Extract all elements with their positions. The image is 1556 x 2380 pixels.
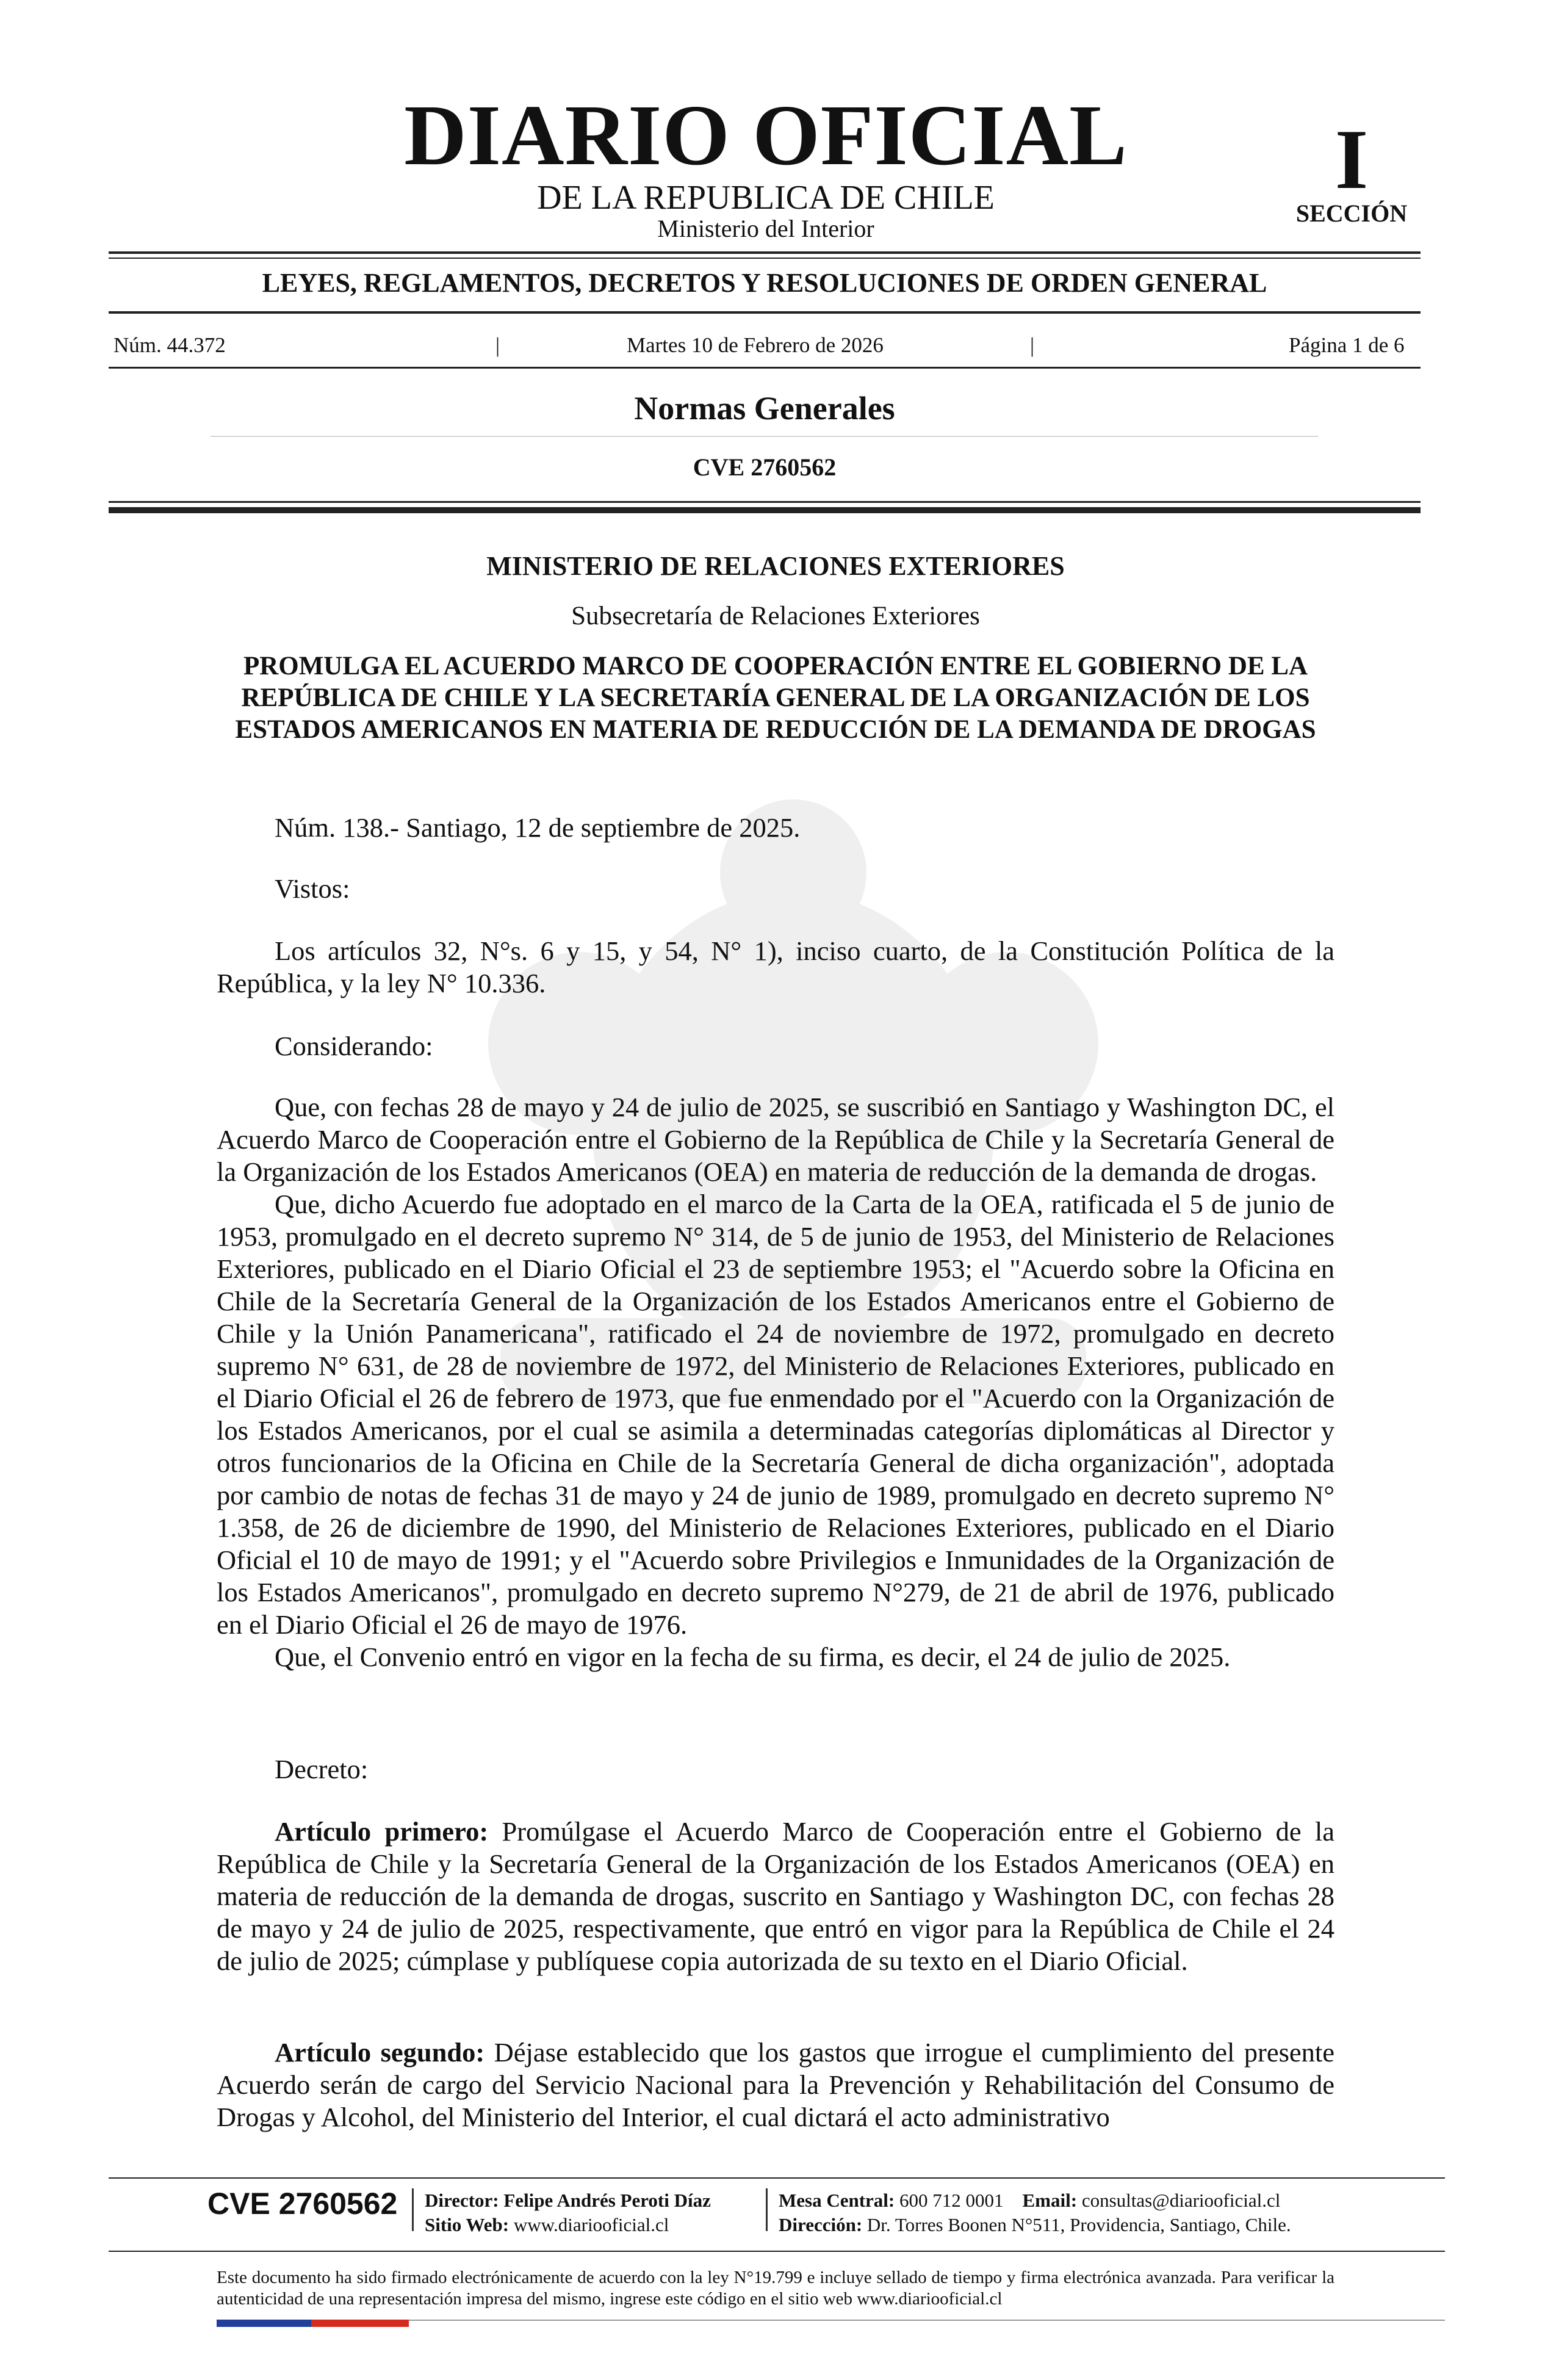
section-heading: Normas Generales — [634, 390, 895, 427]
cve-rule-thick — [109, 507, 1421, 513]
banner-rule-bottom — [109, 311, 1421, 314]
address-value: Dr. Torres Boonen N°511, Providencia, Santiago, Chile. — [866, 2214, 1291, 2235]
mesa-label: Mesa Central: — [779, 2190, 895, 2211]
vistos-text: Los artículos 32, N°s. 6 y 15, y 54, N° 1), inciso cuarto, de la Constitución Política de la República, y la ley N° 10.336. — [217, 936, 1334, 998]
considerando-paragraph-2: Que, dicho Acuerdo fue adoptado en el marco de la Carta de la OEA, ratificada el 5 de junio de 1953, promulgado en el decreto supremo N° 314, de 5 de junio de 1953, del Ministerio de Relaciones Exteriores, publicado en el Diario Oficial el 23 de septiembre 1953; el "Acuerdo sobre la Oficina en Chile de la Secretaría General de la Organización de los Estados Americanos entre el Gobierno de Chile y la Unión Panamericana", ratificado el 24 de noviembre de 1972, promulgado en decreto supremo N° 631, de 28 de noviembre de 1972, del Ministerio de Relaciones Exteriores, publicado en el Diario Oficial el 26 de febrero de 1973, que fue enmendado por el "Acuerdo con la Organización de los Estados Americanos, por el cual se asimila a determinadas categorías diplomáticas al Director y otros funcionarios de la Oficina en Chile de la Secretaría General de dicha organización", adoptada por cambio de notas de fechas 31 de mayo y 24 de junio de 1989, promulgado en decreto supremo N° 1.358, de 26 de diciembre de 1990, del Ministerio de Relaciones Exteriores, publicado en el Diario Oficial el 10 de mayo de 1991; y el "Acuerdo sobre Privilegios e Inmunidades de la Organización de los Estados Americanos", promulgado en decreto supremo N°279, de 21 de abril de 1976, publicado en el Diario Oficial el 26 de mayo de 1976. — [217, 1189, 1334, 1640]
articulo-primero-text: Promúlgase el Acuerdo Marco de Cooperación entre el Gobierno de la República de Chile y la Secretaría General de la Organización de los Estados Americanos (OEA) en materia de reducción de la demanda de drogas, suscrito en Santiago y Washington DC, con fechas 28 de mayo y 24 de julio de 2025, respectivamente, que entró en vigor para la República de Chile el 24 de julio de 2025; cúmplase y publíquese copia autorizada de su texto en el Diario Oficial. — [217, 1816, 1334, 1976]
section-banner: LEYES, REGLAMENTOS, DECRETOS Y RESOLUCIONES DE ORDEN GENERAL — [262, 268, 1267, 298]
footer-rule-middle — [109, 2251, 1445, 2252]
decreto-label: Decreto: — [275, 1754, 369, 1784]
signature-note: Este documento ha sido firmado electrónicamente de acuerdo con la ley N°19.799 e incluye sellado de tiempo y firma electrónica avanzada. Para verificar la autenticidad de una representación impresa del mismo, ingrese este código en el sitio web www.diariooficial.cl — [217, 2268, 1334, 2309]
masthead-rule-top-thin — [109, 258, 1421, 259]
cve-rule-thin — [109, 501, 1421, 503]
footer-mesa-central — [779, 2191, 1280, 2210]
website-label: Sitio Web: — [425, 2214, 510, 2235]
footer-divider — [766, 2188, 768, 2231]
flag-stripe-blue — [217, 2320, 311, 2327]
subsecretaria: Subsecretaría de Relaciones Exteriores — [571, 602, 980, 630]
address-label: Dirección: — [779, 2214, 863, 2235]
info-separator: | — [495, 333, 500, 357]
articulo-segundo-label: Artículo segundo: — [275, 2037, 485, 2068]
considerando-paragraph-1: Que, con fechas 28 de mayo y 24 de julio de 2025, se suscribió en Santiago y Washington DC, el Acuerdo Marco de Cooperación entre el Gobierno de la República de Chile y la Secretaría General de la Organización de los Estados Americanos (OEA) en materia de reducción de la demanda de drogas. — [217, 1092, 1334, 1187]
cve-code: CVE 2760562 — [693, 453, 837, 481]
director-label: Director: — [425, 2190, 499, 2211]
footer-address — [779, 2215, 1291, 2234]
issue-number: Núm. 44.372 — [113, 333, 226, 357]
page-counter: Página 1 de 6 — [1289, 333, 1405, 357]
footer-director — [425, 2191, 711, 2210]
masthead-rule-top — [109, 251, 1421, 254]
considerando-paragraph-3: Que, el Convenio entró en vigor en la fecha de su firma, es decir, el 24 de julio de 2025. — [275, 1642, 1231, 1672]
footer-website — [425, 2215, 669, 2234]
vistos-label: Vistos: — [275, 873, 350, 904]
articulo-segundo-text: Déjase establecido que los gastos que irrogue el cumplimiento del presente Acuerdo serán de cargo del Servicio Nacional para la Prevención y Rehabilitación del Consumo de Drogas y Alcohol, del Ministerio del Interior, el cual dictará el acto administrativo — [217, 2037, 1335, 2132]
info-rule-bottom — [109, 367, 1421, 369]
masthead-subtitle: DE LA REPUBLICA DE CHILE — [537, 179, 995, 217]
decree-number-date: Núm. 138.- Santiago, 12 de septiembre de 2025. — [275, 812, 801, 843]
articulo-segundo — [217, 2036, 1334, 2133]
issue-date: Martes 10 de Febrero de 2026 — [627, 333, 884, 357]
footer-cve-code: CVE 2760562 — [207, 2187, 398, 2221]
decree-title: PROMULGA EL ACUERDO MARCO DE COOPERACIÓN ENTRE EL GOBIERNO DE LA REPÚBLICA DE CHILE Y LA SECRETARÍA GENERAL DE LA ORGANIZACIÓN DE LOS ESTADOS AMERICANOS EN MATERIA DE REDUCCIÓN DE LA DEMANDA DE DROGAS — [235, 652, 1316, 744]
footer-divider — [412, 2188, 414, 2231]
footer-rule-top — [109, 2177, 1445, 2179]
section-number: I — [1334, 112, 1369, 207]
section-label: SECCIÓN — [1295, 200, 1408, 227]
email-link[interactable]: consultas@diariooficial.cl — [1081, 2190, 1281, 2211]
masthead-title: DIARIO OFICIAL — [404, 87, 1128, 183]
vistos-paragraph — [217, 935, 1334, 1000]
articulo-primero — [217, 1816, 1334, 1977]
info-separator: | — [1030, 333, 1035, 357]
articulo-primero-label: Artículo primero: — [275, 1816, 489, 1847]
considerando-label: Considerando: — [275, 1031, 433, 1061]
ministry-heading: MINISTERIO DE RELACIONES EXTERIORES — [486, 551, 1065, 581]
website-link[interactable]: www.diariooficial.cl — [513, 2214, 669, 2235]
considerando-paragraphs — [217, 1091, 1334, 1673]
email-label: Email: — [1022, 2190, 1078, 2211]
masthead-ministry: Ministerio del Interior — [657, 215, 874, 242]
director-name: Felipe Andrés Peroti Díaz — [503, 2190, 711, 2211]
heading-divider — [211, 436, 1318, 437]
flag-stripe-red — [311, 2320, 409, 2327]
mesa-phone: 600 712 0001 — [899, 2190, 1004, 2211]
